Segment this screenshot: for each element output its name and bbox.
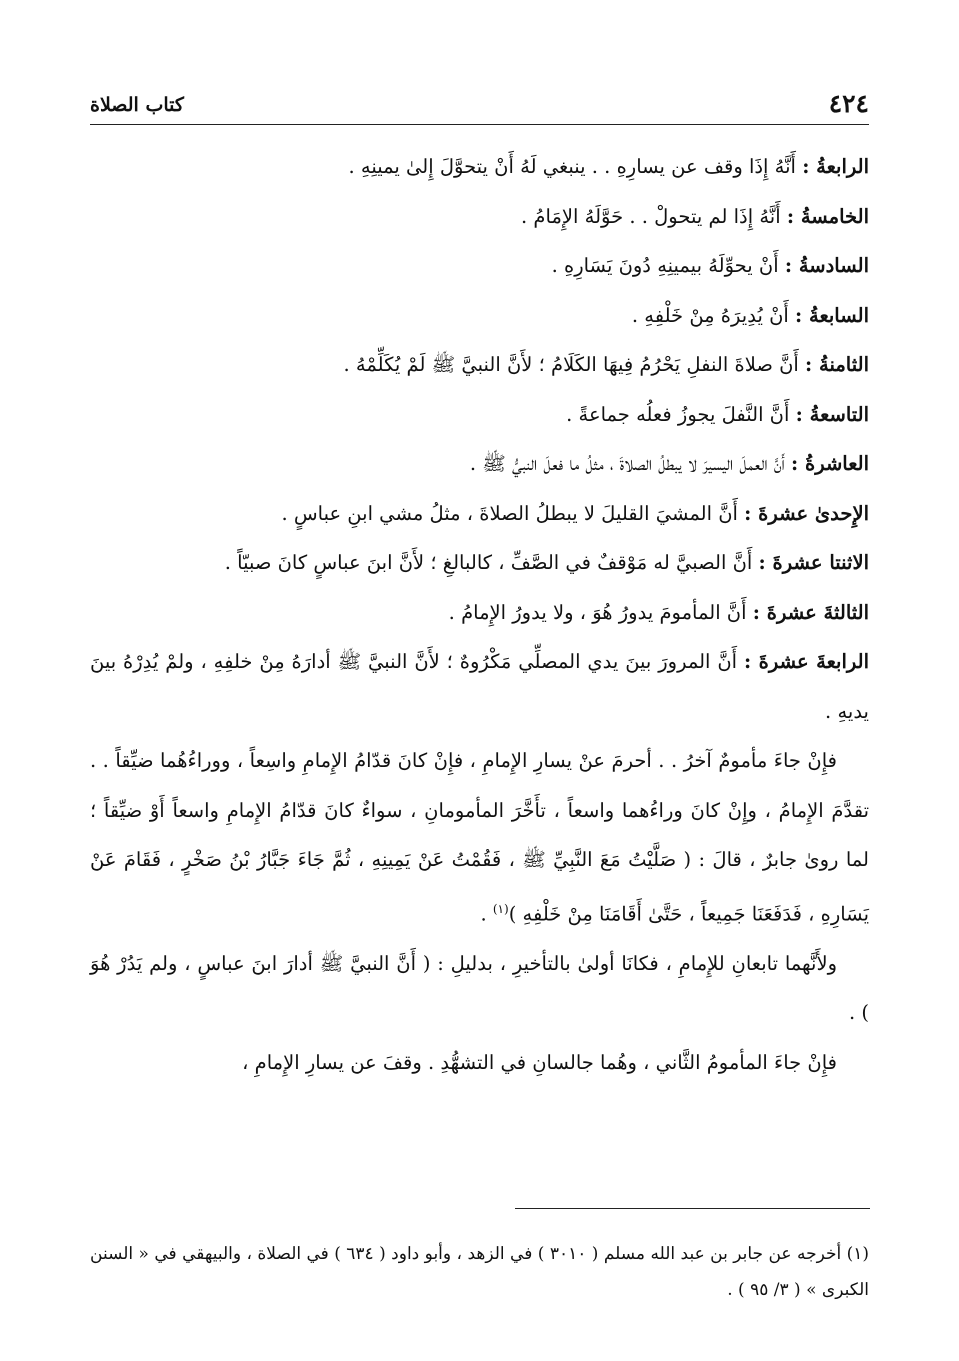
item-text: أَنَّ المأمومَ يدورُ هُوَ ، ولا يدورُ الإِمامُ . xyxy=(448,600,753,624)
list-item xyxy=(90,340,869,390)
item-label: الرابعةُ : xyxy=(802,155,869,178)
item-label: الرابعةَ عشرةَ : xyxy=(744,650,869,673)
footnote xyxy=(90,1236,869,1308)
list-item xyxy=(90,637,869,736)
list-item xyxy=(90,192,869,242)
list-item xyxy=(90,142,869,192)
paragraph xyxy=(90,1038,869,1088)
item-text: أَنْ يحوِّلَهُ بيمينِهِ دُونَ يَسَارِهِ . xyxy=(551,254,785,277)
item-text: أَنَّ العملَ اليسيرَ لا يبطلُ الصلاةَ ، مثلُ ما فعلَ النبيُّ ﷺ . xyxy=(469,452,791,475)
list-item xyxy=(90,390,869,440)
item-label: الإِحدىٰ عشرةَ : xyxy=(744,501,869,525)
item-text: أَنَّ الصبيَّ له مَوْقفٌ في الصَّفِّ ، كالبالغِ ؛ لأَنَّ ابنَ عباسٍ كانَ صبيّاً . xyxy=(224,551,759,574)
list-item xyxy=(90,439,869,489)
item-label: الخامسةُ : xyxy=(786,204,869,228)
list-item xyxy=(90,538,869,588)
item-label: التاسعةُ : xyxy=(795,402,869,426)
footnote-ref: (١) xyxy=(492,901,509,916)
item-label: الاثنتا عشرةَ : xyxy=(758,551,869,574)
item-label: الثالثةَ عشرةَ : xyxy=(752,600,869,624)
paragraph-text: فإِنْ جاءَ مأمومٌ آخرُ . . أحرمَ عنْ يسارِ الإِمامِ ، فإِنْ كانَ قدّامُ الإِمامِ واسِعاً ، ووراءُهُما ضيِّقاً . . تقدَّمَ الإِمامُ ، وإِنْ كانَ وراءُهما واسعاً ، تأَخَّرَ المأمومانِ ، سواءٌ كانَ قدّامُ الإِمامِ واسعاً أَوْ ضيِّقاً ؛ لما روىٰ جابرٌ ، قالَ : ( صَلَّيْتُ مَعَ النَّبِيِّ ﷺ ، فَقُمْتُ عَنْ يَمِينِهِ ، ثُمَّ جَاءَ جَبَّارُ بْنُ صَخْرٍ ، فَقَامَ عَنْ يَسَارِهِ ، فَدَفَعَنَا جَمِيعاً ، حَتَّىٰ أَقَامَنَا مِنْ خَلْفِهِ ) xyxy=(90,749,869,925)
item-text: أَنَّهُ إِذَا لم يتحولْ . . حَوَّلَهُ الإِمَامُ . xyxy=(521,204,787,228)
body-text xyxy=(90,142,869,1087)
item-text: أَنْ يُدِيرَهُ مِنْ خَلْفِهِ . xyxy=(631,303,796,327)
paragraph-tail: . xyxy=(480,902,493,925)
item-text: أَنَّ صلاةَ النفلِ يَحْرُمُ فِيهَا الكَلَامُ ؛ لأَنَّ النبيَّ ﷺ لَمْ يُكَلِّمْهُ . xyxy=(343,353,806,376)
running-title: كتاب الصلاة xyxy=(90,94,184,116)
page-number: ٤٢٤ xyxy=(828,89,869,118)
item-text: أَنَّ النَّفلَ يجوزُ فعلُه جماعةً . xyxy=(566,402,796,426)
footnote-divider xyxy=(515,1208,870,1209)
item-text: أَنَّ المشيَ القليلَ لا يبطلُ الصلاةَ ، مثلُ مشي ابنِ عباسٍ . xyxy=(281,501,745,525)
paragraph-text: ولأَنَّهما تابعانِ للإِمامِ ، فكانَا أولىٰ بالتأخيرِ ، بدليلِ : ( أَنَّ النبيَّ ﷺ أدارَ ابنَ عباسٍ ، ولم يَدُرْ هُوَ ) . xyxy=(90,951,869,1024)
item-text: أَنَّ المرورَ بينَ يدي المصلِّي مَكْرُوهٌ ؛ لأَنَّ النبيَّ ﷺ أدارَهُ مِنْ خلفِهِ ، ولمْ يُدِرْهُ بينَ يديهِ . xyxy=(90,650,869,723)
paragraph-text: فإِنْ جاءَ المأمومُ الثَّاني ، وهُما جالسانِ في التشهُّدِ . وقفَ عن يسارِ الإِمامِ ، xyxy=(242,1050,837,1074)
item-label: السابعةُ : xyxy=(795,303,869,327)
item-label: الثامنةُ : xyxy=(805,353,869,376)
paragraph xyxy=(90,736,869,939)
list-item xyxy=(90,291,869,341)
list-item xyxy=(90,489,869,539)
paragraph xyxy=(90,939,869,1038)
footnote-text: (١) أخرجه عن جابر بن عبد الله مسلم ( ٣٠١٠ ) في الزهد ، وأبو داود ( ٦٣٤ ) في الصلاة ، والبيهقي في « السنن الكبرى » ( ٣/ ٩٥ ) . xyxy=(90,1244,870,1300)
item-text: أَنَّهُ إِذَا وقف عن يسارِهِ . . ينبغي لَهُ أَنْ يتحوَّلَ إِلىٰ يمينِهِ . xyxy=(348,155,803,178)
item-label: العاشرةُ : xyxy=(790,452,869,475)
list-item xyxy=(90,588,869,638)
page-header xyxy=(90,88,869,125)
list-item xyxy=(90,241,869,291)
item-label: السادسةُ : xyxy=(784,254,869,277)
